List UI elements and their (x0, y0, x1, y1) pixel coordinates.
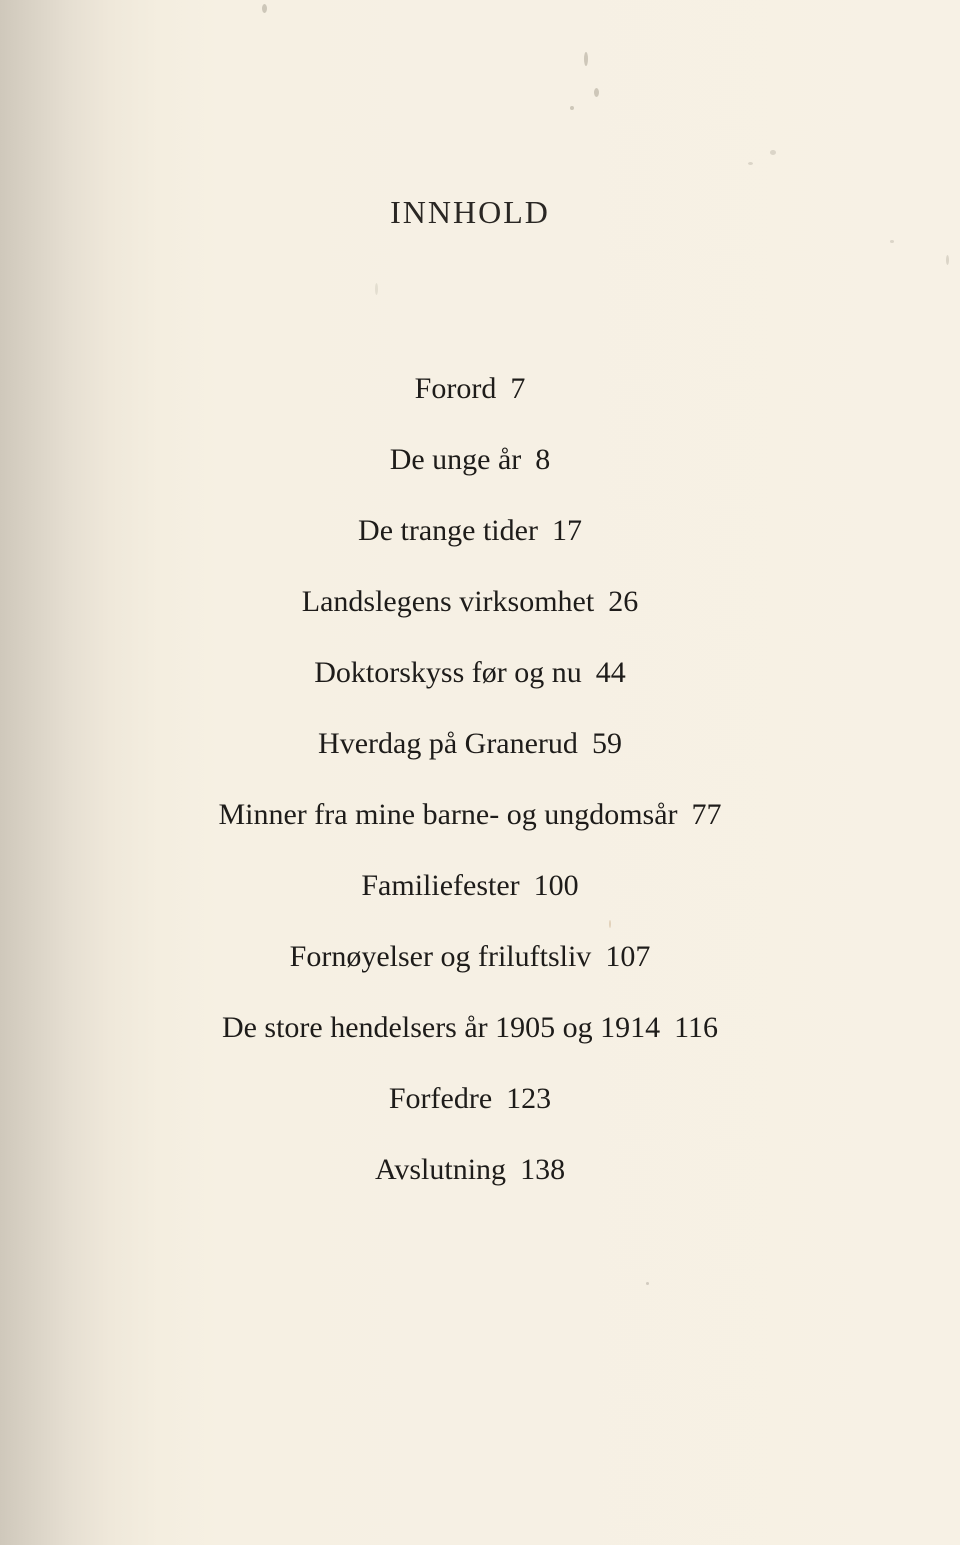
paper-speck (594, 88, 599, 97)
paper-speck (570, 106, 574, 110)
paper-speck (770, 150, 776, 155)
toc-entry-page: 77 (691, 798, 722, 831)
toc-entry (0, 366, 940, 437)
toc-entry-title: Doktorskyss før og nu (314, 656, 582, 689)
toc-entry (0, 1147, 940, 1218)
toc-entry-title: Landslegens virksomhet (301, 585, 595, 618)
paper-speck (946, 255, 949, 265)
toc-entry-page: 44 (595, 656, 626, 689)
toc-entry-title: Minner fra mine barne- og ungdomsår (218, 798, 678, 831)
toc-entry-title: Avslutning (374, 1153, 507, 1186)
toc-entry (0, 863, 940, 934)
paper-speck (584, 52, 588, 66)
toc-entry-page: 7 (510, 372, 526, 405)
page-title: INNHOLD (390, 194, 550, 230)
toc-entry (0, 1005, 940, 1076)
toc-entry-title: Forord (414, 372, 497, 405)
toc-entry-title: Hverdag på Granerud (318, 727, 578, 760)
paper-speck (748, 162, 753, 165)
paper-speck (646, 1282, 649, 1285)
toc-entry-page: 8 (535, 443, 551, 476)
table-of-contents (0, 366, 940, 1218)
toc-entry-page: 138 (520, 1153, 566, 1186)
toc-entry-title: De unge år (389, 443, 522, 476)
toc-entry-page: 107 (605, 940, 651, 973)
toc-entry (0, 934, 940, 1005)
toc-entry-page: 59 (591, 727, 622, 760)
toc-entry-title: De store hendelsers år 1905 og 1914 (221, 1011, 661, 1044)
toc-entry (0, 437, 940, 508)
toc-entry (0, 508, 940, 579)
toc-entry-title: De trange tider (358, 514, 538, 547)
paper-speck (262, 4, 267, 13)
toc-entry-title: Familiefester (361, 869, 520, 902)
toc-entry (0, 579, 940, 650)
toc-entry-title: Fornøyelser og friluftsliv (289, 940, 592, 973)
toc-entry (0, 1076, 940, 1147)
paper-speck (375, 283, 378, 295)
toc-entry-page: 26 (608, 585, 639, 618)
toc-entry-page: 123 (506, 1082, 552, 1115)
paper-speck (890, 240, 894, 243)
toc-entry (0, 650, 940, 721)
toc-entry-page: 116 (674, 1011, 719, 1044)
toc-entry-page: 17 (551, 514, 582, 547)
toc-entry (0, 792, 940, 863)
toc-entry (0, 721, 940, 792)
toc-entry-title: Forfedre (388, 1082, 493, 1115)
toc-entry-page: 100 (533, 869, 579, 902)
